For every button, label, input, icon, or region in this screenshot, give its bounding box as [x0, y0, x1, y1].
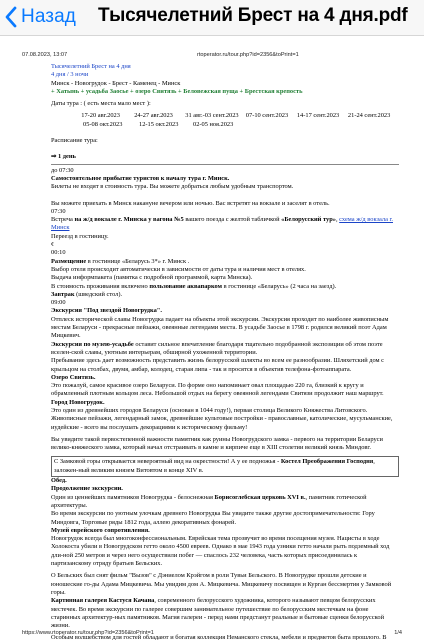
- castle-hill-box: С Замковой горы открывается невероятный вид на окрестности! А у ее подножья - Костел Преображения Господня, заложен-ный великим князем Витовтом в конце XIV в.: [51, 456, 399, 477]
- excursion-text: Отплеск исторической славы Новогрудка падает на объекты этой экскурсии. Экскурсия проходит по наиболее живописным местам Беларуси - прекрасные пейзажи, овеянные легендами места. В усадьбе Заосье в 1798 г. родился великий поэт Адам Мицкевич.: [51, 315, 389, 340]
- chevron-left-icon: [4, 6, 18, 28]
- lunch: Обед.: [51, 477, 67, 485]
- aquapark-note: В стоимость проживания включено пользование аквапарком в гостинице «Беларусь» (2 часа на заезд).: [51, 282, 337, 290]
- hotel-note: Вы можете приехать в Минск накануне вечером или ночью. Вас встретят на вокзале и заселят в отель.: [51, 199, 330, 207]
- tour-duration: 4 дня / 3 ночи: [51, 71, 89, 79]
- date-item[interactable]: 14-17 сент.2023: [296, 112, 340, 120]
- resistance-museum-text: Новогрудок всегда был многоконфессиональным. Еврейская тема прозвучит во время посещения музея. Нацисты в ходе Холокоста убили в Новогрудском гетто около 4500 евреев. Однако в мае 1943 года узники гетто начали рыть подземный ход дли-ной 250 метров и через него осуществили побег — спаслось 232 человека, часть которых присоединилась к партизанскому отряду братьев Бельских.: [51, 535, 390, 568]
- document-title: Тысячелетний Брест на 4 дня.pdf: [98, 5, 408, 26]
- date-item[interactable]: 07-10 сент.2023: [245, 112, 289, 120]
- collection-text: Особым волшебством для гостей обладают и богатая коллекция Неманского стекла, мебели и предметов быта прошлого. В: [51, 634, 387, 640]
- print-footer: [22, 629, 402, 637]
- date-item[interactable]: 02-05 ноя.2023: [193, 120, 234, 128]
- pdf-content: [51, 63, 399, 640]
- memo: Выдача информпакета (памятка с подробной программой, карта Минска).: [51, 274, 253, 282]
- time-label: 00:10: [51, 249, 66, 257]
- time-label: до 07:30: [51, 166, 74, 174]
- back-button[interactable]: [4, 3, 76, 31]
- accommodation: Размещение в гостинице «Беларусь 3*» г. Минск .: [51, 257, 190, 265]
- ruins-text: Вы увидите такой первостепенной важности памятник как руины Новогрудского замка - первого на территории Беларуси велико-княжеского замка, который начал отстраивать в камне и кирпиче еще в XIII столетии великий князь Миндовг.: [51, 435, 383, 452]
- jewel-text: Пребывание здесь дает возможность представить жизнь белорусской шляхты во всем ее разнообразии. Шляхетский дом с крыльцом на столбах, двумя, амбар, колодец, старая липа - так и просятся в объектив телефона-фотоаппарата.: [51, 357, 385, 373]
- church-text-2: Во время экскурсии по уютным улочкам древнего Новогрудка Вы увидите также другие достопримечательности: Гору Миндовга, Торговые ряды 1812 года, аллею декоративных фонарей.: [51, 510, 375, 526]
- date-item[interactable]: 17-20 авг.2023: [81, 112, 120, 120]
- time-label: 07:30: [51, 207, 66, 215]
- day-heading: ⇒ 1 день: [51, 153, 76, 161]
- pdf-page[interactable]: [0, 37, 424, 640]
- print-header: [22, 51, 402, 59]
- resistance-museum-title: Музей еврейского сопротивления.: [51, 526, 150, 534]
- church-text: Один из ценнейших памятников Новогрудка - белоснежная Борисоглебская церковь XVI в., памятник готической архитектуры.: [51, 493, 367, 509]
- hotel-symbol: ¢: [51, 241, 55, 249]
- museum-text: Экскурсия по музею-усадьбе оставит сильное впечатление благодаря тщательно подобранной экспозиции об этом поэте вселен-ской славы, уютным интерьерам, обширной ухоженной территории.: [51, 340, 383, 356]
- dates-row-1: [51, 112, 399, 120]
- arrival-note: Билеты не входят в стоимость тура. Вы можете добраться любым удобным транспортом.: [51, 183, 294, 191]
- tour-highlights: + Хатынь + усадьба Заосье + озеро Свитязь + Беловежская пуща + Брестская крепость: [51, 87, 303, 95]
- meeting-info: Встреча на ж/д вокзале г. Минска у вагона №5 вашего поезда с желтой табличкой «Белорусский тур», схема ж/д вокзала г. Минск: [51, 216, 393, 232]
- lake-title: Озеро Свитязь.: [51, 373, 96, 381]
- date-item[interactable]: 05-08 окт.2023: [83, 120, 123, 128]
- back-label: Назад: [21, 6, 76, 27]
- arrival-title: Самостоятельное прибытие туристов к началу тура г. Минск.: [51, 174, 230, 182]
- time-label: 09:00: [51, 299, 66, 307]
- print-url: rtoperator.ru/tour.php?id=2356&toPrint=1: [197, 52, 299, 58]
- city-title: Город Новогрудок.: [51, 398, 105, 406]
- dates-legend: Даты тура : ( есть места мало мест ):: [51, 100, 151, 108]
- station-map-link[interactable]: схема ж/д вокзала г. Минск: [51, 216, 393, 232]
- excursion-title: Экскурсия "Под звездой Новогрудка".: [51, 307, 162, 315]
- date-item[interactable]: 31 авг.-03 сент.2023: [185, 112, 239, 120]
- dates-row-2: [83, 121, 399, 129]
- lake-text: Это пожалуй, самое красивое озеро Беларуси. По форме оно напоминает овал площадью 220 га, близкий к кругу и обрамленный плотным кольцом леса. Небольшой отдых на берегу овеянной легендами Свитязи продолжит наш маршрут.: [51, 382, 384, 398]
- tour-title[interactable]: Тысячелетний Брест на 4 дня: [51, 63, 131, 70]
- bielski-text: О Бельских был снят фильм "Вызов" с Дэниелом Крэйгом в роли Тувьи Бельского. В Новогрудке прошли детские и юношеские го-ды Адама Мицкевича. Мы увидим дом А. Мицкевича. Мицкевичу посвящен и Курган бессмертия у Замковой горы.: [51, 572, 392, 596]
- date-item[interactable]: 21-24 сент.2023: [347, 112, 391, 120]
- date-item[interactable]: 24-27 авг.2023: [134, 112, 173, 120]
- room-choice: Выбор отеля происходит автоматически в зависимости от даты тура и наличия мест в отелях.: [51, 265, 306, 273]
- footer-url: https://www.rtoperator.ru/tour.php?id=2356&toPrint=1: [22, 630, 154, 636]
- print-datetime: 07.08.2023, 13:07: [22, 52, 68, 58]
- divider: [51, 164, 399, 165]
- navigation-bar: [0, 0, 424, 36]
- breakfast: Завтрак (шведский стол).: [51, 290, 123, 298]
- city-text: Это один из древнейших городов Беларуси (основан в 1044 году!), первая столица Великого Княжества Литовского. Живописные пейзажи, легендарный замок, древнейшие культовые постройки - православные, католические, мусульманские, иудейские - всего вы послушать декорациями к историческому фильму!: [51, 406, 393, 431]
- gallery-text: Картинная галерея Кастуся Качана, современного белорусского художника, которого называют певцом белорусских местечек. Во время экскурсии по галерее совершим занимательное путешествие по белорусским местечкам на фоне старинных архитектур-ных памятников. Магия галереи - перед нами предстанут реальные и бытовые сценки белорусской жизни.: [51, 597, 384, 630]
- schedule-label: Расписание тура:: [51, 137, 98, 145]
- date-item[interactable]: 12-15 окт.2023: [139, 120, 179, 128]
- continuation-title: Продолжение экскурсии.: [51, 485, 123, 493]
- transfer-note: Переезд в гостиницу.: [51, 232, 109, 240]
- tour-route: Минск - Новогрудок - Брест - Каменец - Минск: [51, 79, 181, 87]
- page-number: 1/4: [394, 630, 402, 636]
